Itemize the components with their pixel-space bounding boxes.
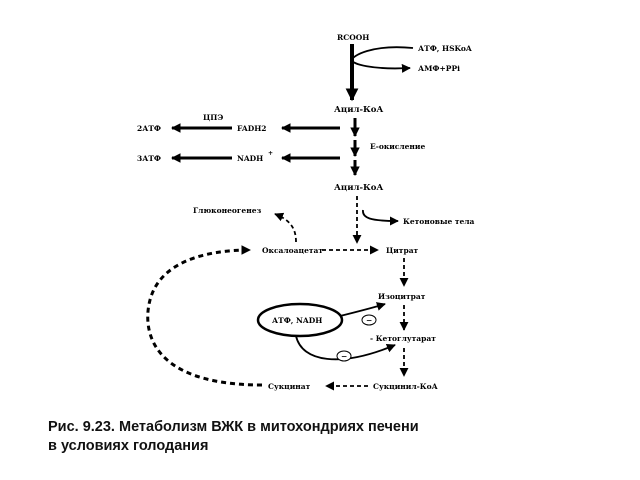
atp2-label: 2АТФ [137,124,162,133]
citrate-label: Цитрат [386,246,419,255]
amf-ppi-label: АМФ+PPi [418,64,460,73]
figure-caption [48,418,608,456]
acyl-koa-label-1: Ацил-КоА [334,105,384,115]
nadh-label: NADH [237,154,264,163]
fadh2-label: FADH2 [237,124,267,133]
inhibition-sign-1: − [366,316,373,325]
arrow-oxaloacetate-to-gluconeogenesis [275,214,296,242]
rcooh-label: RCOOH [337,33,370,42]
ketoglutarate-label: - Кетоглутарат [370,334,436,343]
atp3-label: 3АТФ [137,154,162,163]
beta-oxidation-label: Е-окисление [370,142,426,151]
isocitrate-label: Изоцитрат [378,292,426,301]
ketone-bodies-label: Кетоновые тела [403,217,475,226]
succinate-label: Сукцинат [268,382,311,391]
acyl-koa-label-2: Ацил-КоА [334,183,384,193]
oxaloacetate-label: Оксалоацетат [262,246,323,255]
gluconeogenesis-label: Глюконеогенез [193,206,262,215]
succinyl-koa-label: Сукцинил-КоА [373,382,438,391]
nadh-sup: + [268,150,274,157]
arrow-inhibition-isocitrate [340,304,385,316]
atf-hskoa-label: АТФ, HSKoA [418,44,472,53]
arrow-to-ketone-bodies [363,210,398,221]
caption-line-2: в условиях голодания [48,438,209,454]
arrow-atp-loop [352,47,413,68]
atf-nadh-label: АТФ, NADH [272,316,323,325]
caption-line-1: Рис. 9.23. Метаболизм ВЖК в митохондриях печени [48,419,419,435]
tspe-label: ЦПЭ [203,113,224,122]
arrow-succinate-to-oxaloacetate [148,250,262,385]
inhibition-sign-2: − [341,352,348,361]
